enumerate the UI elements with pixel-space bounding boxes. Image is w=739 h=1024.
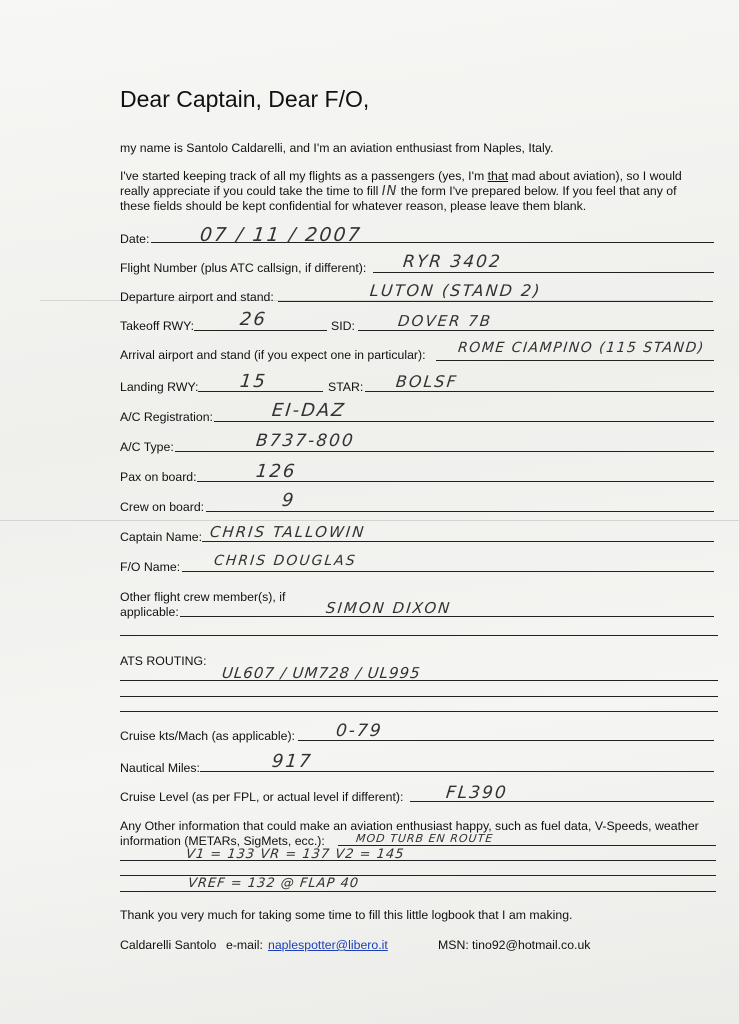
paper-crease	[0, 520, 739, 521]
type-value: B737-800	[254, 431, 356, 451]
ats-routing-line-1[interactable]	[120, 680, 718, 681]
landing-rwy-value: 15	[238, 371, 269, 392]
msn-value: tino92@hotmail.co.uk	[472, 938, 591, 952]
captain-value: CHRIS TALLOWIN	[209, 523, 367, 541]
date-value: 07 / 11 / 2007	[198, 224, 363, 246]
thanks-text: Thank you very much for taking some time to fill this little logbook that I am making.	[120, 908, 573, 922]
pax-value: 126	[254, 461, 298, 482]
cruise-level-label: Cruise Level (as per FPL, or actual level if different):	[120, 790, 404, 804]
pax-label: Pax on board:	[120, 470, 197, 484]
arrival-line[interactable]	[436, 360, 714, 361]
other-info-label-line2: information (METARs, SigMets, ecc.):	[120, 834, 325, 848]
registration-label: A/C Registration:	[120, 410, 213, 424]
landing-rwy-label: Landing RWY:	[120, 380, 199, 394]
star-line[interactable]	[365, 391, 714, 392]
other-info-value-3: VREF = 132 @ FLAP 40	[187, 876, 360, 891]
intro-paragraph: my name is Santolo Caldarelli, and I'm an aviation enthusiast from Naples, Italy.	[120, 141, 554, 155]
type-label: A/C Type:	[120, 440, 174, 454]
registration-line[interactable]	[214, 421, 714, 422]
type-line[interactable]	[175, 451, 714, 452]
date-label: Date:	[120, 232, 150, 246]
cruise-speed-value: 0-79	[334, 721, 384, 741]
email-label: e-mail:	[226, 938, 263, 952]
fo-line[interactable]	[182, 571, 714, 572]
other-info-value-1: MOD TURB EN ROUTE	[355, 832, 494, 845]
departure-value: LUTON (STAND 2)	[369, 281, 543, 300]
crew-label: Crew on board:	[120, 500, 205, 514]
email-link[interactable]: naplespotter@libero.it	[268, 938, 388, 952]
other-info-label-line1: Any Other information that could make an aviation enthusiast happy, such as fuel data, V-Speeds, weather	[120, 819, 699, 833]
crew-value: 9	[280, 490, 297, 511]
ats-routing-line-2[interactable]	[120, 696, 718, 697]
footer-name: Caldarelli Santolo	[120, 938, 217, 952]
fo-label: F/O Name:	[120, 560, 181, 574]
msn-label: MSN:	[438, 938, 469, 952]
other-crew-label-line1: Other flight crew member(s), if	[120, 590, 286, 604]
nautical-miles-value: 917	[270, 751, 314, 772]
crew-line[interactable]	[206, 511, 714, 512]
flight-number-line[interactable]	[373, 272, 714, 273]
flight-number-value: RYR 3402	[401, 252, 503, 272]
other-crew-label-line2: applicable:	[120, 605, 179, 619]
cruise-level-value: FL390	[444, 783, 509, 803]
sid-value: DOVER 7B	[397, 312, 494, 330]
takeoff-rwy-value: 26	[238, 309, 269, 330]
ats-routing-value: UL607 / UM728 / UL995	[221, 664, 422, 682]
ats-routing-line-3[interactable]	[120, 711, 718, 712]
nautical-miles-label: Nautical Miles:	[120, 761, 200, 775]
arrival-label: Arrival airport and stand (if you expect one in particular):	[120, 348, 426, 362]
ats-routing-label: ATS ROUTING:	[120, 654, 207, 668]
captain-line[interactable]	[202, 541, 714, 542]
letter-heading: Dear Captain, Dear F/O,	[120, 86, 370, 112]
sid-label: SID:	[331, 319, 355, 333]
sid-line[interactable]	[358, 330, 714, 331]
other-info-value-2: V1 = 133 VR = 137 V2 = 145	[185, 847, 406, 862]
other-crew-line-2[interactable]	[120, 635, 718, 636]
departure-label: Departure airport and stand:	[120, 290, 274, 304]
takeoff-rwy-label: Takeoff RWY:	[120, 319, 195, 333]
request-paragraph: I've started keeping track of all my flights as a passengers (yes, I'm that mad about aviation), so I would really appreciate if you could take the time to fill IN the form I've prepared below. If you feel that any of these fields should be kept confidential for whatever reason, please leave them blank.	[120, 169, 682, 213]
captain-label: Captain Name:	[120, 530, 203, 544]
other-info-line-4[interactable]	[120, 891, 716, 892]
star-label: STAR:	[328, 380, 364, 394]
cruise-speed-label: Cruise kts/Mach (as applicable):	[120, 729, 295, 743]
fo-value: CHRIS DOUGLAS	[213, 553, 358, 569]
arrival-value: ROME CIAMPINO (115 STAND)	[457, 340, 706, 356]
takeoff-rwy-line[interactable]	[194, 330, 327, 331]
registration-value: EI-DAZ	[270, 400, 347, 421]
departure-line[interactable]	[278, 301, 713, 302]
star-value: BOLSF	[395, 372, 459, 391]
other-crew-value: SIMON DIXON	[325, 599, 453, 617]
other-info-line-1[interactable]	[338, 845, 716, 846]
flight-number-label: Flight Number (plus ATC callsign, if different):	[120, 261, 367, 275]
